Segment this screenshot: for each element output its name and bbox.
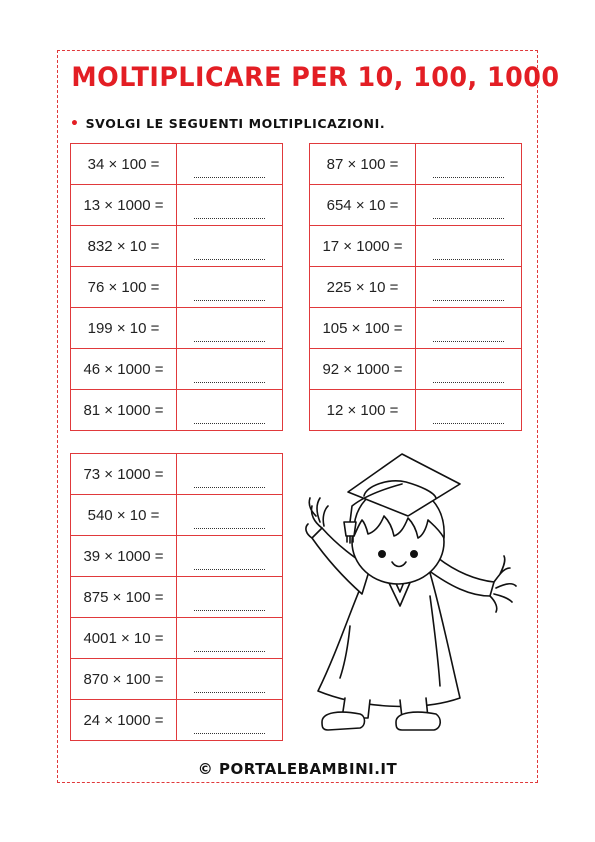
exercise-table-left-bottom (70, 453, 283, 741)
answer-dotted-line (433, 177, 504, 178)
answer-cell[interactable] (177, 700, 283, 741)
answer-cell[interactable] (177, 618, 283, 659)
question-cell: 832 × 10 = (71, 226, 177, 267)
table-row (71, 536, 283, 577)
exercise-table-left-top (70, 143, 283, 431)
table-row (71, 390, 283, 431)
answer-dotted-line (433, 382, 504, 383)
table-row (71, 577, 283, 618)
question-cell: 199 × 10 = (71, 308, 177, 349)
answer-cell[interactable] (177, 185, 283, 226)
answer-dotted-line (433, 423, 504, 424)
page-title: MOLTIPLICARE PER 10, 100, 1000 (71, 62, 560, 93)
question-cell: 92 × 1000 = (310, 349, 416, 390)
question-cell: 875 × 100 = (71, 577, 177, 618)
answer-cell[interactable] (177, 349, 283, 390)
question-cell: 540 × 10 = (71, 495, 177, 536)
answer-dotted-line (194, 341, 265, 342)
table-row (310, 308, 522, 349)
question-cell: 105 × 100 = (310, 308, 416, 349)
answer-cell[interactable] (416, 349, 522, 390)
table-row (71, 144, 283, 185)
table-row (310, 390, 522, 431)
question-cell: 17 × 1000 = (310, 226, 416, 267)
table-row (71, 454, 283, 495)
answer-dotted-line (194, 382, 265, 383)
answer-dotted-line (194, 733, 265, 734)
answer-dotted-line (194, 300, 265, 301)
answer-cell[interactable] (177, 308, 283, 349)
question-cell: 34 × 100 = (71, 144, 177, 185)
question-cell: 73 × 1000 = (71, 454, 177, 495)
answer-cell[interactable] (416, 185, 522, 226)
table-row (71, 495, 283, 536)
answer-dotted-line (194, 487, 265, 488)
table-row (71, 308, 283, 349)
table-row (71, 185, 283, 226)
answer-dotted-line (194, 569, 265, 570)
answer-cell[interactable] (416, 267, 522, 308)
answer-cell[interactable] (416, 144, 522, 185)
question-cell: 81 × 1000 = (71, 390, 177, 431)
answer-dotted-line (433, 218, 504, 219)
table-row (71, 618, 283, 659)
answer-dotted-line (194, 610, 265, 611)
answer-dotted-line (194, 218, 265, 219)
question-cell: 12 × 100 = (310, 390, 416, 431)
instruction (70, 116, 385, 132)
table-row (310, 144, 522, 185)
table-row (71, 267, 283, 308)
question-cell: 39 × 1000 = (71, 536, 177, 577)
answer-cell[interactable] (177, 390, 283, 431)
answer-cell[interactable] (416, 390, 522, 431)
question-cell: 870 × 100 = (71, 659, 177, 700)
footer-credit: © PORTALEBAMBINI.IT (197, 760, 398, 778)
answer-cell[interactable] (177, 577, 283, 618)
table-row (310, 185, 522, 226)
answer-dotted-line (194, 692, 265, 693)
exercise-table-right-top (309, 143, 522, 431)
answer-dotted-line (194, 651, 265, 652)
table-row (71, 659, 283, 700)
answer-dotted-line (433, 259, 504, 260)
answer-cell[interactable] (177, 267, 283, 308)
answer-cell[interactable] (416, 226, 522, 267)
question-cell: 654 × 10 = (310, 185, 416, 226)
answer-dotted-line (194, 423, 265, 424)
table-row (71, 700, 283, 741)
question-cell: 46 × 1000 = (71, 349, 177, 390)
question-cell: 24 × 1000 = (71, 700, 177, 741)
answer-dotted-line (194, 259, 265, 260)
answer-cell[interactable] (177, 536, 283, 577)
answer-dotted-line (433, 341, 504, 342)
question-cell: 87 × 100 = (310, 144, 416, 185)
table-row (310, 226, 522, 267)
answer-cell[interactable] (177, 454, 283, 495)
answer-cell[interactable] (177, 659, 283, 700)
question-cell: 225 × 10 = (310, 267, 416, 308)
table-row (71, 226, 283, 267)
question-cell: 76 × 100 = (71, 267, 177, 308)
table-row (310, 349, 522, 390)
instruction-text: SVOLGI LE SEGUENTI MOLTIPLICAZIONI. (85, 116, 386, 131)
answer-cell[interactable] (177, 226, 283, 267)
answer-dotted-line (433, 300, 504, 301)
answer-cell[interactable] (177, 495, 283, 536)
question-cell: 4001 × 10 = (71, 618, 177, 659)
answer-dotted-line (194, 177, 265, 178)
graduate-child-illustration (300, 446, 525, 756)
table-row (310, 267, 522, 308)
answer-cell[interactable] (416, 308, 522, 349)
question-cell: 13 × 1000 = (71, 185, 177, 226)
bullet-icon: • (70, 116, 80, 132)
answer-cell[interactable] (177, 144, 283, 185)
answer-dotted-line (194, 528, 265, 529)
table-row (71, 349, 283, 390)
